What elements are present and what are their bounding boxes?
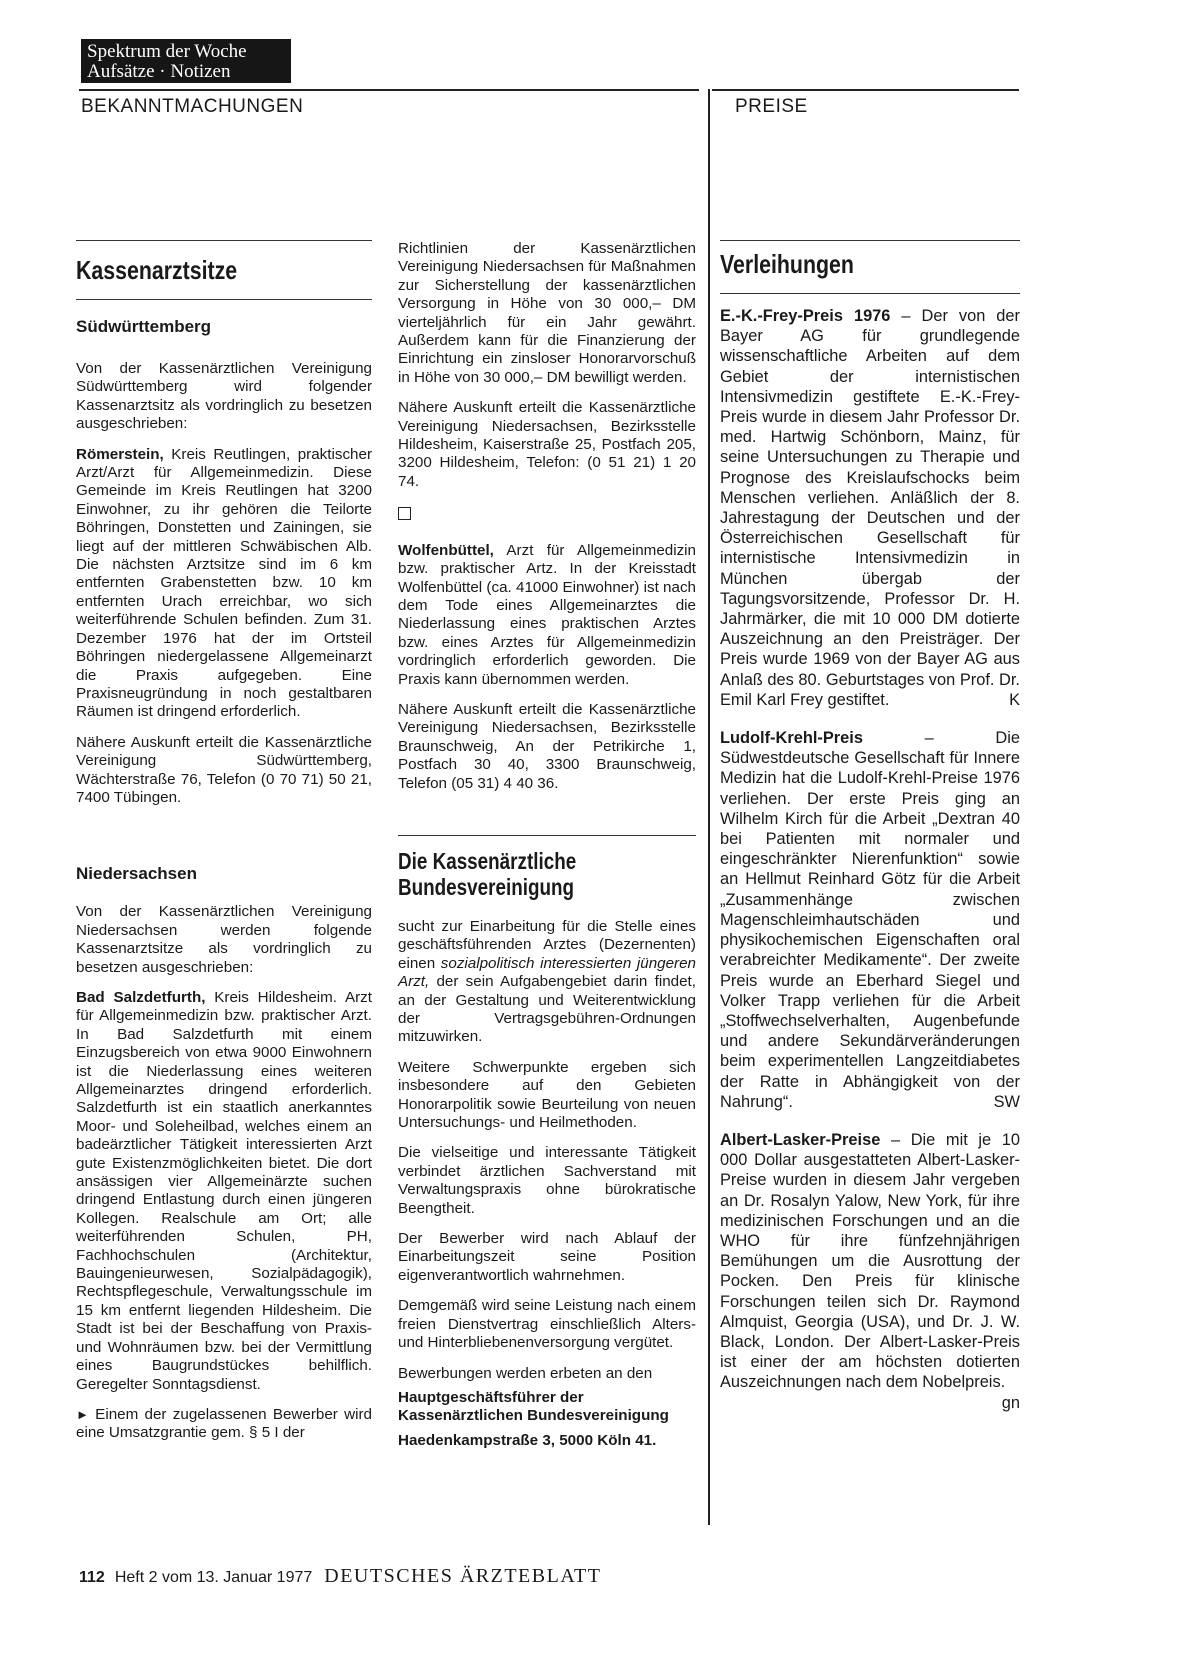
subheading-suedwuerttemberg: Südwürttemberg (76, 317, 212, 336)
page-number: 112 (79, 1569, 105, 1586)
paragraph: Nähere Auskunft erteilt die Kassenärztliche Vereinigung Niedersachsen, Bezirksstelle Braunschweig, An der Petrikirche 1, Postfach 30 40, 3300 Braunschweig, Telefon (05 31) 4 40 36. (398, 700, 696, 792)
heading-kassenarztsitze: Kassenarztsitze (76, 255, 238, 285)
paragraph (76, 446, 372, 722)
address-line: Haedenkampstraße 3, 5000 Köln 41. (398, 1431, 657, 1449)
heading-rule (76, 240, 372, 241)
masthead-line-2: Aufsätze · Notizen (87, 61, 231, 82)
column-divider (708, 89, 710, 1525)
publication-name: DEUTSCHES ÄRZTEBLATT (324, 1565, 602, 1587)
paragraph: Nähere Auskunft erteilt die Kassenärztliche Vereinigung Südwürttemberg, Wächterstraße 76, Telefon (0 70 71) 50 21, 7400 Tübingen. (76, 733, 372, 806)
paragraph-lead: Albert-Lasker-Preise (720, 1130, 881, 1149)
paragraph (720, 728, 1020, 1112)
heading-rule (720, 240, 1020, 241)
heading-rule (76, 299, 372, 300)
paragraph (76, 989, 372, 1394)
column-3 (720, 240, 1020, 1413)
heading-rule (398, 835, 696, 836)
paragraph: Nähere Auskunft erteilt die Kassenärztliche Vereinigung Niedersachsen, Bezirksstelle Hildesheim, Kaiserstraße 25, Postfach 205, 3200 Hildesheim, Telefon: (0 51 21) 1 20 74. (398, 399, 696, 490)
masthead-line-1: Spektrum der Woche (87, 41, 247, 62)
heading-verleihungen: Verleihungen (720, 249, 854, 279)
author-signature: K (1009, 690, 1020, 709)
paragraph-body: – Die Südwestdeutsche Gesellschaft für Innere Medizin hat die Ludolf-Krehl-Preise 1976 verliehen. Der erste Preis ging an Wilhelm Kirch für die Arbeit „Dextran 40 bei Patienten mit normaler und eingeschränkter Nierenfunktion“ sowie an Hellmut Reinhard Götz für die Arbeit „Zusammenhänge zwischen Magenschleimhautschäden und physikochemischen Eigenschaften oral verabreichter Medikamente“. Der zweite Preis wurde an Eberhard Siegel und Volker Trapp verliehen für die Arbeit „Stoffwechselverhalten, Augenbefunde und andere Sekundärveränderungen beim experimentellen Langzeitdiabetes der Ratte in Abhängigkeit von der Nahrung“. (720, 729, 1020, 1111)
section-label-preise: PREISE (735, 96, 808, 117)
paragraph: Der Bewerber wird nach Ablauf der Einarbeitungszeit seine Position eigenverantwortlich wahrnehmen. (398, 1230, 696, 1284)
paragraph: Weitere Schwerpunkte ergeben sich insbesondere auf den Gebieten Honorarpolitik sowie Beurteilung von neuen Untersuchungs- und Heilmethoden. (398, 1058, 696, 1132)
section-rule-right (712, 89, 1019, 91)
heading-rule (720, 293, 1020, 294)
paragraph-body: – Der von der Bayer AG für grundlegende wissenschaftliche Arbeiten auf dem Gebiet der internistischen Intensivmedizin gestiftete E.-K.-Frey-Preis wurde in diesem Jahr Professor Dr. med. Hartwig Schönborn, Mainz, für seine Untersuchungen zu Therapie und Prognose des Kreislaufschocks beim Menschen verliehen. Anläßlich der 8. Jahrestagung der Deutschen und der Österreichischen Gesellschaft für internistische Intensivmedizin in München übergab der Tagungsvorsitzende, Professor Dr. H. Jahrmärker, die mit 10 000 DM dotierte Auszeichnung an den Preisträger. Der Preis wurde 1969 von der Bayer AG aus Anlaß des 80. Geburtstages von Prof. Dr. Emil Karl Frey gestiftet. (720, 307, 1020, 709)
triangle-marker-icon: ► (76, 1406, 89, 1422)
address-line: Kassenärztlichen Bundesvereinigung (398, 1407, 669, 1425)
paragraph-lead: Bad Salzdetfurth, (76, 988, 206, 1006)
masthead-logo (81, 39, 291, 83)
paragraph (398, 542, 696, 689)
author-signature: gn (1001, 1393, 1020, 1412)
subheading-niedersachsen: Niedersachsen (76, 864, 197, 884)
paragraph-body: Kreis Hildesheim. Arzt für Allgemeinmedizin bzw. praktischer Arzt. In Bad Salzdetfurth mit einem Einzugsbereich von etwa 9000 Einwohnern ist die Niederlassung eines weiteren Allgemeinarztes dringend erforderlich. Salzdetfurth ist ein staatlich anerkanntes Moor- und Soleheilbad, welches einem an badeärztlicher Tätigkeit interessierten Arzt gute Existenzmöglichkeiten bietet. Die dort ansässigen vier Allgemeinärzte suchen dringend Entlastung durch einen jüngeren Kollegen. Realschule am Ort; alle weiterführenden Schulen, PH, Fachhochschulen (Architektur, Bauingenieurwesen, Sozialpädagogik), Rechtspflegeschule, Verwaltungsschule im 15 km entfernt liegenden Hildesheim. Die Stadt ist bei der Beschaffung von Praxis- und Wohnräumen bzw. bei der Vermittlung eines Baugrundstückes behilflich. Geregelter Sonntagsdienst. (76, 988, 372, 1393)
section-rule-left (79, 89, 699, 91)
paragraph-body: Einem der zugelassenen Bewerber wird eine Umsatzgrantie gem. § 5 I der (76, 1405, 372, 1442)
paragraph-italic: sozialpolitisch interessierten jüngeren Arzt, (398, 954, 696, 991)
paragraph: Die vielseitige und interessante Tätigkeit verbindet ärztlichen Sachverstand mit Verwaltungspraxis ohne bürokratische Beengtheit. (398, 1144, 696, 1217)
issue-info: Heft 2 vom 13. Januar 1977 (114, 1569, 313, 1586)
paragraph-lead: Römerstein, (76, 445, 164, 463)
page-footer (79, 1565, 601, 1588)
square-separator-icon (398, 507, 411, 520)
paragraph: Demgemäß wird seine Leistung nach einem freien Dienstvertrag einschließlich Alters- und Hinterbliebenenversorgung vergütet. (398, 1297, 696, 1352)
paragraph (720, 1130, 1020, 1412)
column-2 (398, 240, 696, 1450)
paragraph-lead: Ludolf-Krehl-Preis (720, 729, 863, 748)
paragraph: Von der Kassenärztlichen Vereinigung Niedersachsen werden folgende Kassenarztsitze als vordringlich zu besetzen ausgeschrieben: (76, 903, 372, 976)
paragraph-body: – Die mit je 10 000 Dollar ausgestatteten Albert-Lasker-Preise wurden in diesem Jahr vergeben an Dr. Rosalyn Yalow, New York, für ihre medizinischen Forschungen und an die WHO für ihre fünfzehnjährigen Bemühungen um die Ausrottung der Pocken. Den Preis für klinische Forschungen teilen sich Dr. Raymond Almquist, Georgia (USA), und Dr. J. W. Black, London. Der Albert-Lasker-Preis ist einer der am höchsten dotierten Auszeichnungen nach dem Nobelpreis. (720, 1130, 1020, 1392)
paragraph-body: der sein Aufgabengebiet darin findet, an der Gestaltung und Weiterentwicklung der Vertragsgebühren-Ordnungen mitzuwirken. (398, 973, 696, 1046)
paragraph: Von der Kassenärztlichen Vereinigung Südwürttemberg wird folgender Kassenarztsitz als vordringlich zu besetzen ausgeschrieben: (76, 360, 372, 433)
section-label-bekanntmachungen: BEKANNTMACHUNGEN (81, 96, 304, 117)
paragraph-lead: E.-K.-Frey-Preis 1976 (720, 307, 891, 325)
paragraph-body: Kreis Reutlingen, praktischer Arzt/Arzt für Allgemeinmedizin. Diese Gemeinde im Kreis Reutlingen hat 3200 Einwohner, zu ihr gehören die Teilorte Böhringen, Donstetten und Zainingen, sie liegt auf der mittleren Schwäbischen Alb. Die nächsten Arztsitze sind im 6 km entfernten Grabenstetten bzw. 10 km entfernten Urach erreichbar, wo sich weiterführende Schulen befinden. Zum 31. Dezember 1976 hat der im Ortsteil Böhringen niedergelassene Allgemeinarzt die Praxis aufgegeben. Eine Praxisneugründung in noch gestaltbaren Räumen ist dringend erforderlich. (76, 445, 372, 721)
paragraph: Bewerbungen werden erbeten an den (398, 1364, 653, 1382)
address-line: Hauptgeschäftsführer der (398, 1388, 584, 1406)
paragraph-body: sucht zur Einarbeitung für die Stelle eines geschäftsführenden Arztes (Dezernenten) einen (398, 917, 696, 972)
heading-bundesvereinigung-line-1: Die Kassenärztliche (398, 847, 577, 874)
author-signature: SW (993, 1092, 1020, 1111)
column-1 (76, 240, 372, 1455)
paragraph (720, 306, 1020, 710)
paragraph-body: Arzt für Allgemeinmedizin bzw. praktischer Artz. In der Kreisstadt Wolfenbüttel (ca. 41000 Einwohner) ist nach dem Tode eines Allgemeinarztes die Niederlassung eines praktischen Arztes bzw. eines Arztes für Allgemeinmedizin vordringlich erforderlich geworden. Die Praxis kann übernommen werden. (398, 541, 696, 688)
paragraph-lead: Wolfenbüttel, (398, 541, 494, 559)
paragraph: Richtlinien der Kassenärztlichen Vereinigung Niedersachsen für Maßnahmen zur Sicherstellung der kassenärztlichen Versorgung in Höhe von 30 000,– DM vierteljährlich für ein Jahr gewährt. Außerdem kann für die Finanzierung der Einrichtung ein zinsloser Honorarvorschuß in Höhe von 30 000,– DM bewilligt werden. (398, 240, 696, 386)
paragraph (398, 918, 696, 1047)
heading-bundesvereinigung-line-2: Bundesvereinigung (398, 873, 575, 900)
paragraph (76, 1406, 372, 1443)
